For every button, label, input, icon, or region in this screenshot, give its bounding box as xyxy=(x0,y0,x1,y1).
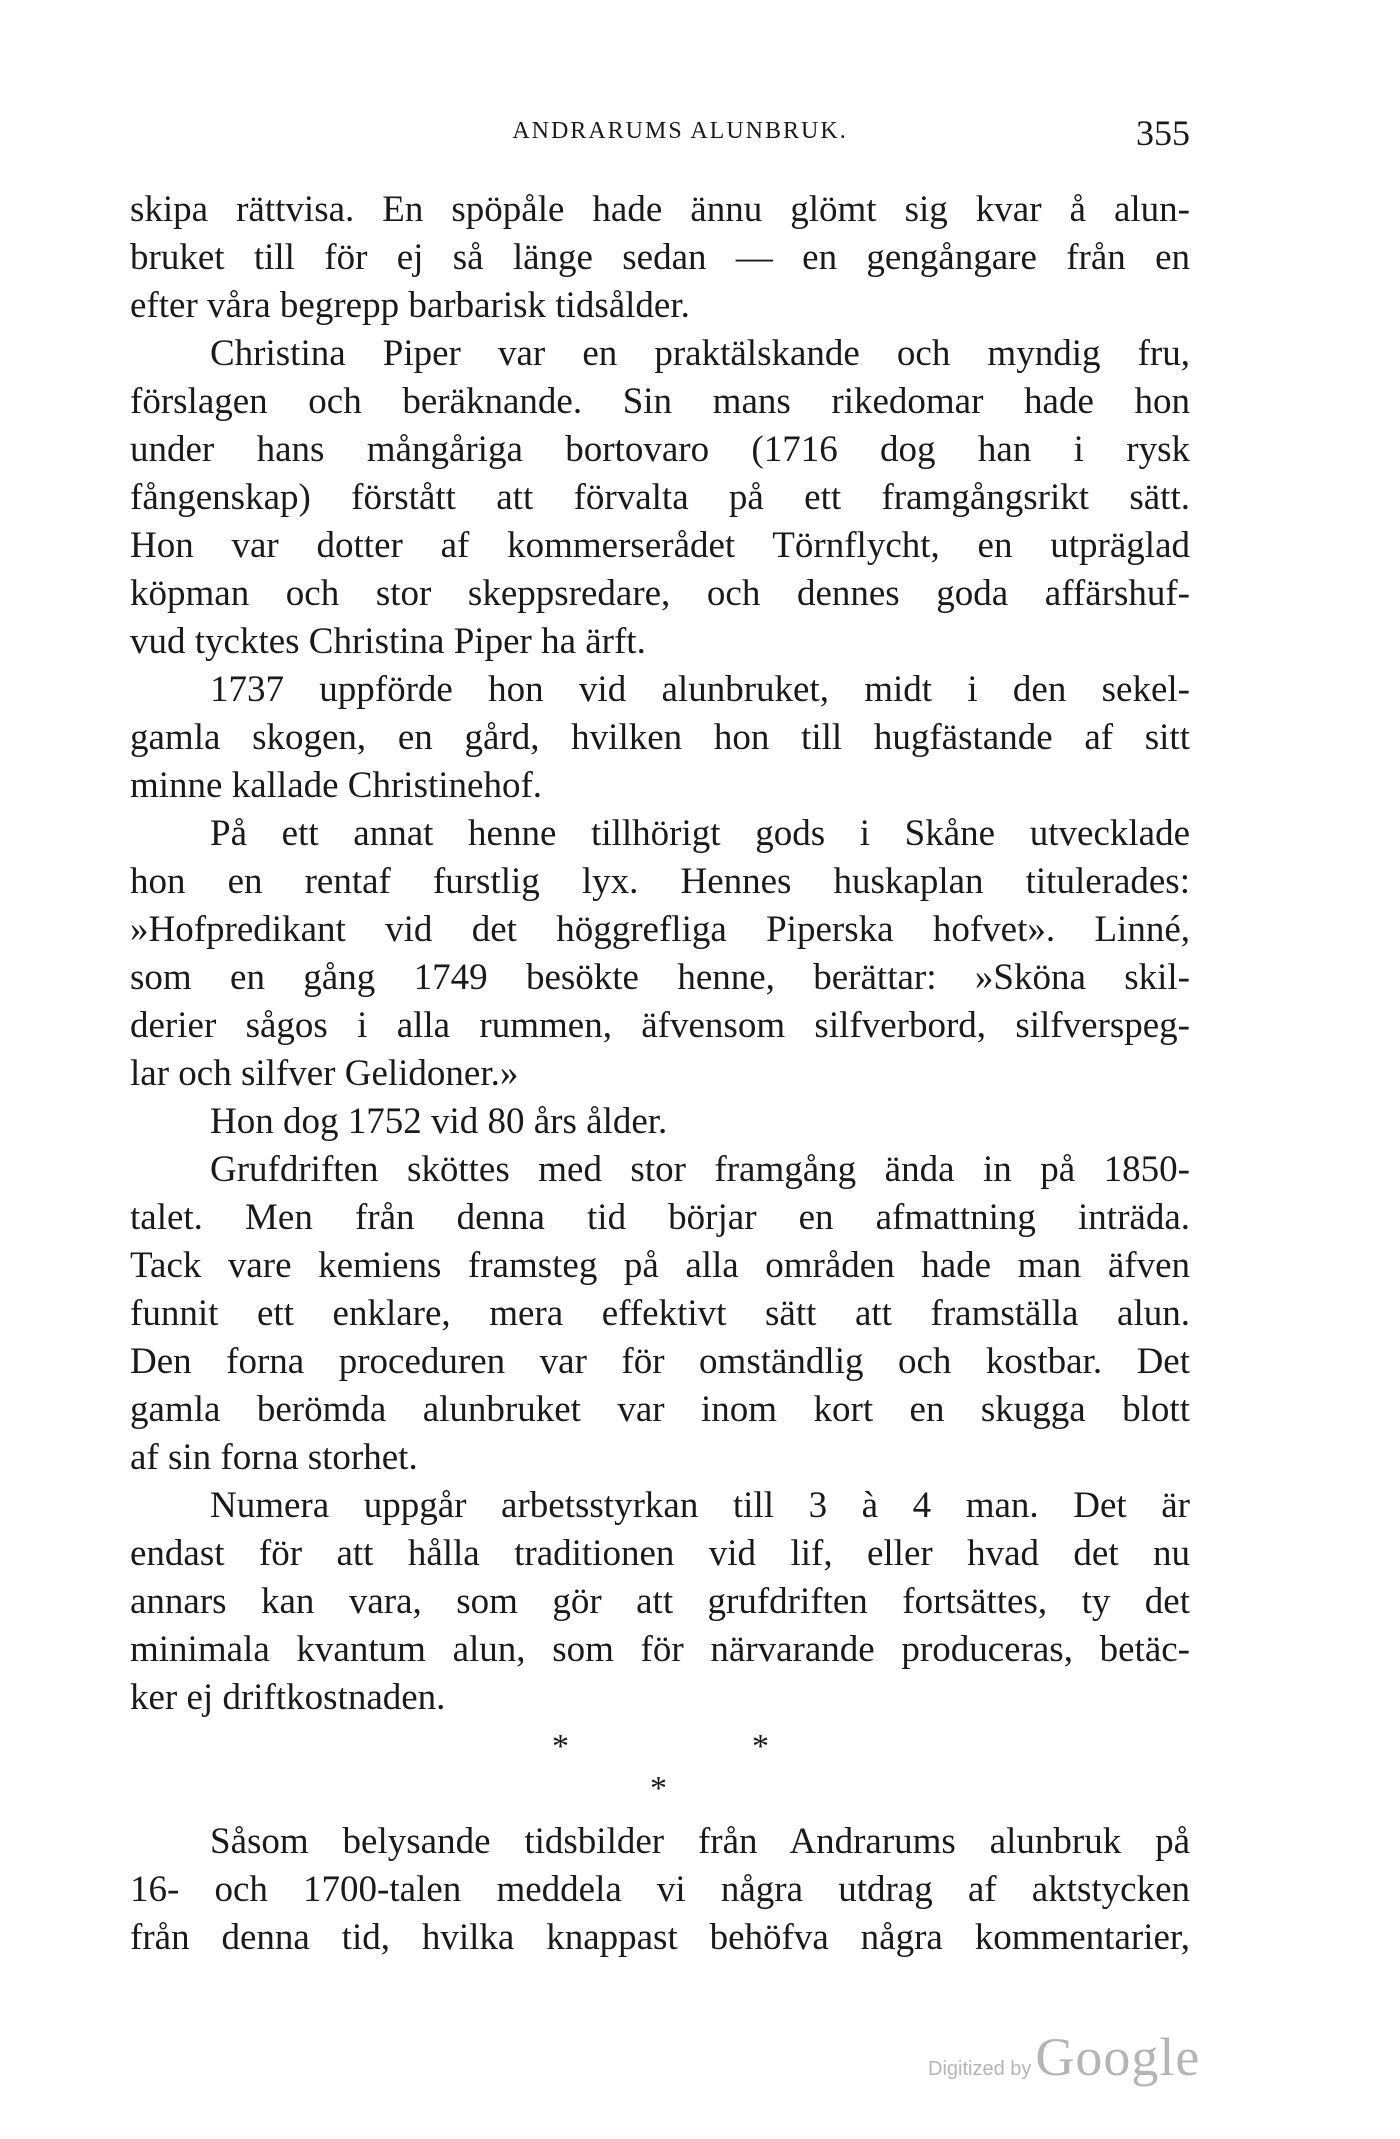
text-line: vud tycktes Christina Piper ha ärft. xyxy=(130,621,646,662)
text-line: gamla berömda alunbruket var inom kort en skugga blott xyxy=(130,1389,1190,1430)
digitized-watermark xyxy=(928,2026,1200,2088)
text-line: skipa rättvisa. En spöpåle hade ännu glömt sig kvar å alun- xyxy=(130,189,1190,230)
text-line: ker ej driftkostnaden. xyxy=(130,1677,446,1718)
text-line: Hon dog 1752 vid 80 års ålder. xyxy=(210,1101,668,1142)
text-line: som en gång 1749 besökte henne, berättar: »Sköna skil- xyxy=(130,957,1190,998)
text-line: derier sågos i alla rummen, äfvensom silfverbord, silfverspeg- xyxy=(130,1005,1190,1046)
text-line: från denna tid, hvilka knappast behöfva några kommentarier, xyxy=(130,1917,1190,1958)
text-line: efter våra begrepp barbarisk tidsålder. xyxy=(130,285,690,326)
text-line: Såsom belysande tidsbilder från Andrarums alunbruk på xyxy=(210,1821,1190,1862)
body-text xyxy=(130,186,1190,1962)
text-line: Den forna proceduren var för omständlig och kostbar. Det xyxy=(130,1341,1190,1382)
text-line: förslagen och beräknande. Sin mans rikedomar hade hon xyxy=(130,381,1190,422)
asterisk: * xyxy=(650,1770,667,1807)
running-title: ANDRARUMS ALUNBRUK. xyxy=(512,118,848,144)
text-line: talet. Men från denna tid börjar en afmattning inträda. xyxy=(130,1197,1190,1238)
watermark-prefix: Digitized by xyxy=(928,2058,1032,2080)
text-line: hon en rentaf furstlig lyx. Hennes huskaplan titulerades: xyxy=(130,861,1190,902)
text-line: funnit ett enklare, mera effektivt sätt att framställa alun. xyxy=(130,1293,1190,1334)
text-line: lar och silfver Gelidoner.» xyxy=(130,1053,519,1094)
text-line: Grufdriften sköttes med stor framgång ända in på 1850- xyxy=(210,1149,1190,1190)
text-line: 1737 uppförde hon vid alunbruket, midt i den sekel- xyxy=(210,669,1190,710)
page-header xyxy=(130,113,1190,158)
text-line: fångenskap) förstått att förvalta på ett framgångsrikt sätt. xyxy=(130,477,1190,518)
asterisk: * xyxy=(752,1728,769,1765)
text-line: Numera uppgår arbetsstyrkan till 3 à 4 man. Det är xyxy=(210,1485,1190,1526)
text-line: Christina Piper var en praktälskande och myndig fru, xyxy=(210,333,1190,374)
text-line: annars kan vara, som gör att grufdriften fortsättes, ty det xyxy=(130,1581,1190,1622)
text-line: På ett annat henne tillhörigt gods i Skåne utvecklade xyxy=(210,813,1190,854)
text-line: endast för att hålla traditionen vid lif, eller hvad det nu xyxy=(130,1533,1190,1574)
text-line: af sin forna storhet. xyxy=(130,1437,418,1478)
text-line: 16- och 1700-talen meddela vi några utdrag af aktstycken xyxy=(130,1869,1190,1910)
page-number: 355 xyxy=(1136,113,1190,153)
text-line: minne kallade Christinehof. xyxy=(130,765,543,806)
asterisk: * xyxy=(552,1728,569,1765)
text-line: »Hofpredikant vid det höggrefliga Piperska hofvet». Linné, xyxy=(130,909,1190,950)
text-line: under hans mångåriga bortovaro (1716 dog han i rysk xyxy=(130,429,1190,470)
text-line: köpman och stor skeppsredare, och dennes goda affärshuf- xyxy=(130,573,1190,614)
section-separator xyxy=(130,1722,1190,1818)
text-line: Hon var dotter af kommerserådet Törnflycht, en utpräglad xyxy=(130,525,1190,566)
text-line: bruket till för ej så länge sedan — en gengångare från en xyxy=(130,237,1190,278)
watermark-brand: Google xyxy=(1035,2027,1201,2087)
text-line: Tack vare kemiens framsteg på alla områden hade man äfven xyxy=(130,1245,1190,1286)
text-line: gamla skogen, en gård, hvilken hon till hugfästande af sitt xyxy=(130,717,1190,758)
text-line: minimala kvantum alun, som för närvarande produceras, betäc- xyxy=(130,1629,1190,1670)
